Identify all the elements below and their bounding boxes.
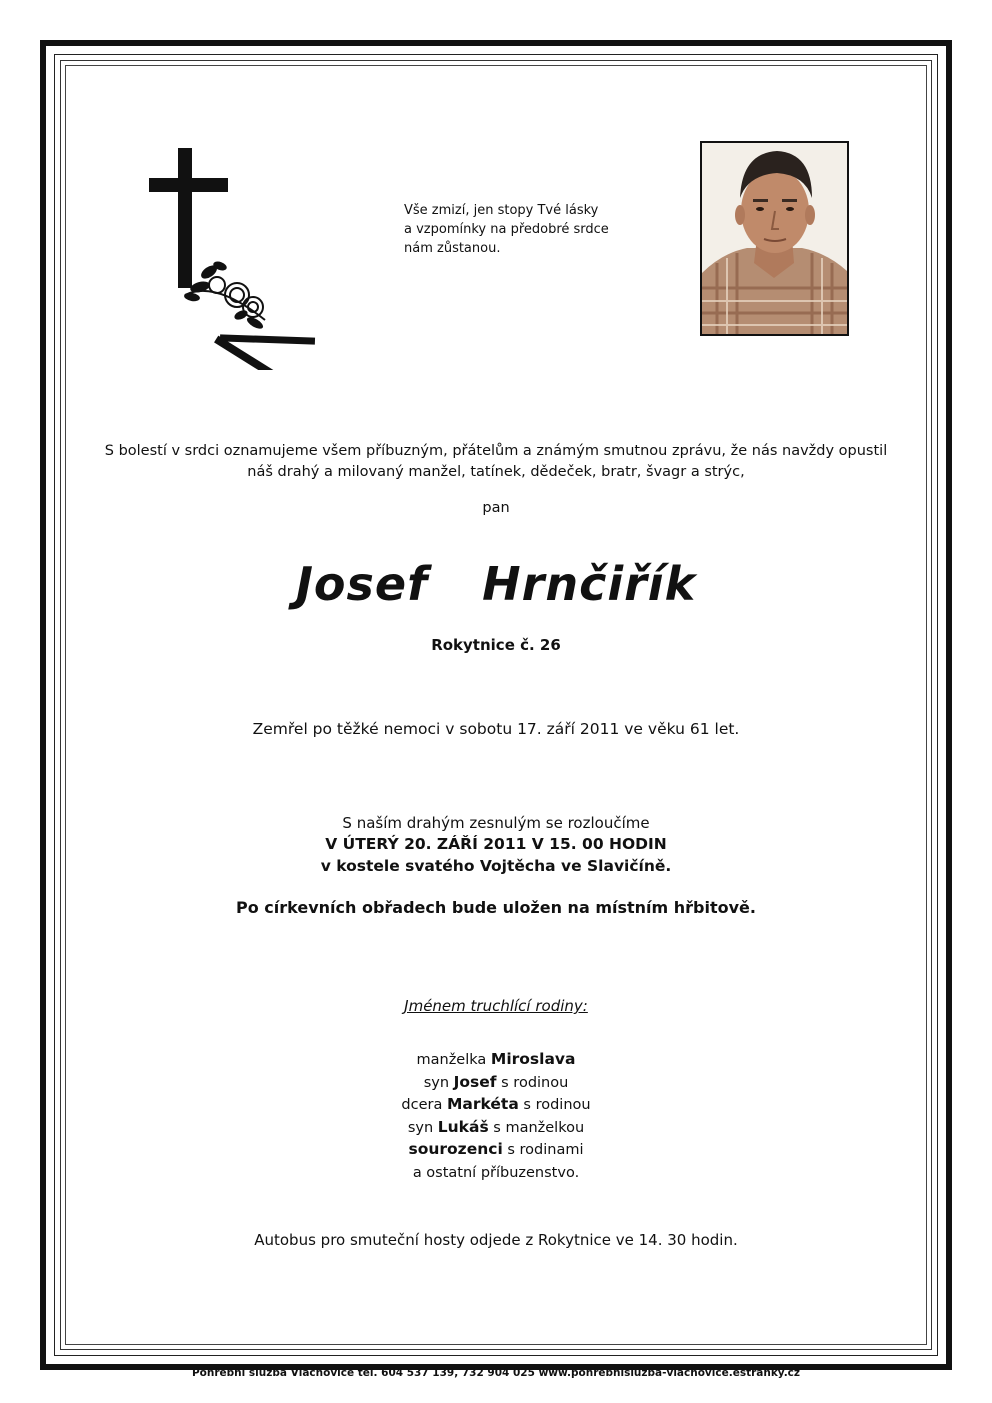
family-member: sourozenci s rodinami xyxy=(408,1140,584,1158)
farewell-location: v kostele svatého Vojtěcha ve Slavičíně. xyxy=(320,857,672,875)
family-member: syn Josef s rodinou xyxy=(423,1072,569,1091)
announcement-line: náš drahý a milovaný manžel, tatínek, dědeček, bratr, švagr a strýc, xyxy=(247,464,745,480)
announcement-line: S bolestí v srdci oznamujeme všem příbuzným, přátelům a známým smutnou zprávu, že nás navždy opustil xyxy=(104,443,888,459)
family-member: syn Lukáš s manželkou xyxy=(407,1117,585,1136)
motto-line: a vzpomínky na předobré srdce xyxy=(404,222,609,237)
family-member: a ostatní příbuzenstvo. xyxy=(412,1164,580,1181)
honorific-title: pan xyxy=(482,500,510,516)
bus-notice: Autobus pro smuteční hosty odjede z Rokytnice ve 14. 30 hodin. xyxy=(254,1231,738,1249)
burial-notice: Po církevních obřadech bude uložen na místním hřbitově. xyxy=(236,898,756,917)
death-notice: Zemřel po těžké nemoci v sobotu 17. září 2011 ve věku 61 let. xyxy=(252,720,740,738)
farewell-datetime: V ÚTERÝ 20. ZÁŘÍ 2011 V 15. 00 HODIN xyxy=(325,835,667,853)
family-list xyxy=(66,1049,926,1184)
deceased-name: Josef Hrnčiřík xyxy=(295,557,697,611)
motto-line: Vše zmizí, jen stopy Tvé lásky xyxy=(404,203,599,218)
farewell-intro: S naším drahým zesnulým se rozloučíme xyxy=(342,814,650,832)
funeral-service-footer: Pohřební služba Vlachovice tel. 604 537 139, 732 904 025 www.pohrebnisluzba-vlachovice.estranky.cz xyxy=(191,1367,801,1379)
deceased-address: Rokytnice č. 26 xyxy=(431,636,561,654)
announcement-text xyxy=(66,441,926,483)
family-heading: Jménem truchlící rodiny: xyxy=(404,997,588,1015)
motto-line: nám zůstanou. xyxy=(404,241,501,256)
portrait-photo xyxy=(700,141,849,336)
family-member: dcera Markéta s rodinou xyxy=(401,1095,591,1113)
cross-with-roses-icon xyxy=(145,145,320,370)
memorial-motto xyxy=(404,201,664,258)
family-member: manželka Miroslava xyxy=(416,1050,576,1068)
